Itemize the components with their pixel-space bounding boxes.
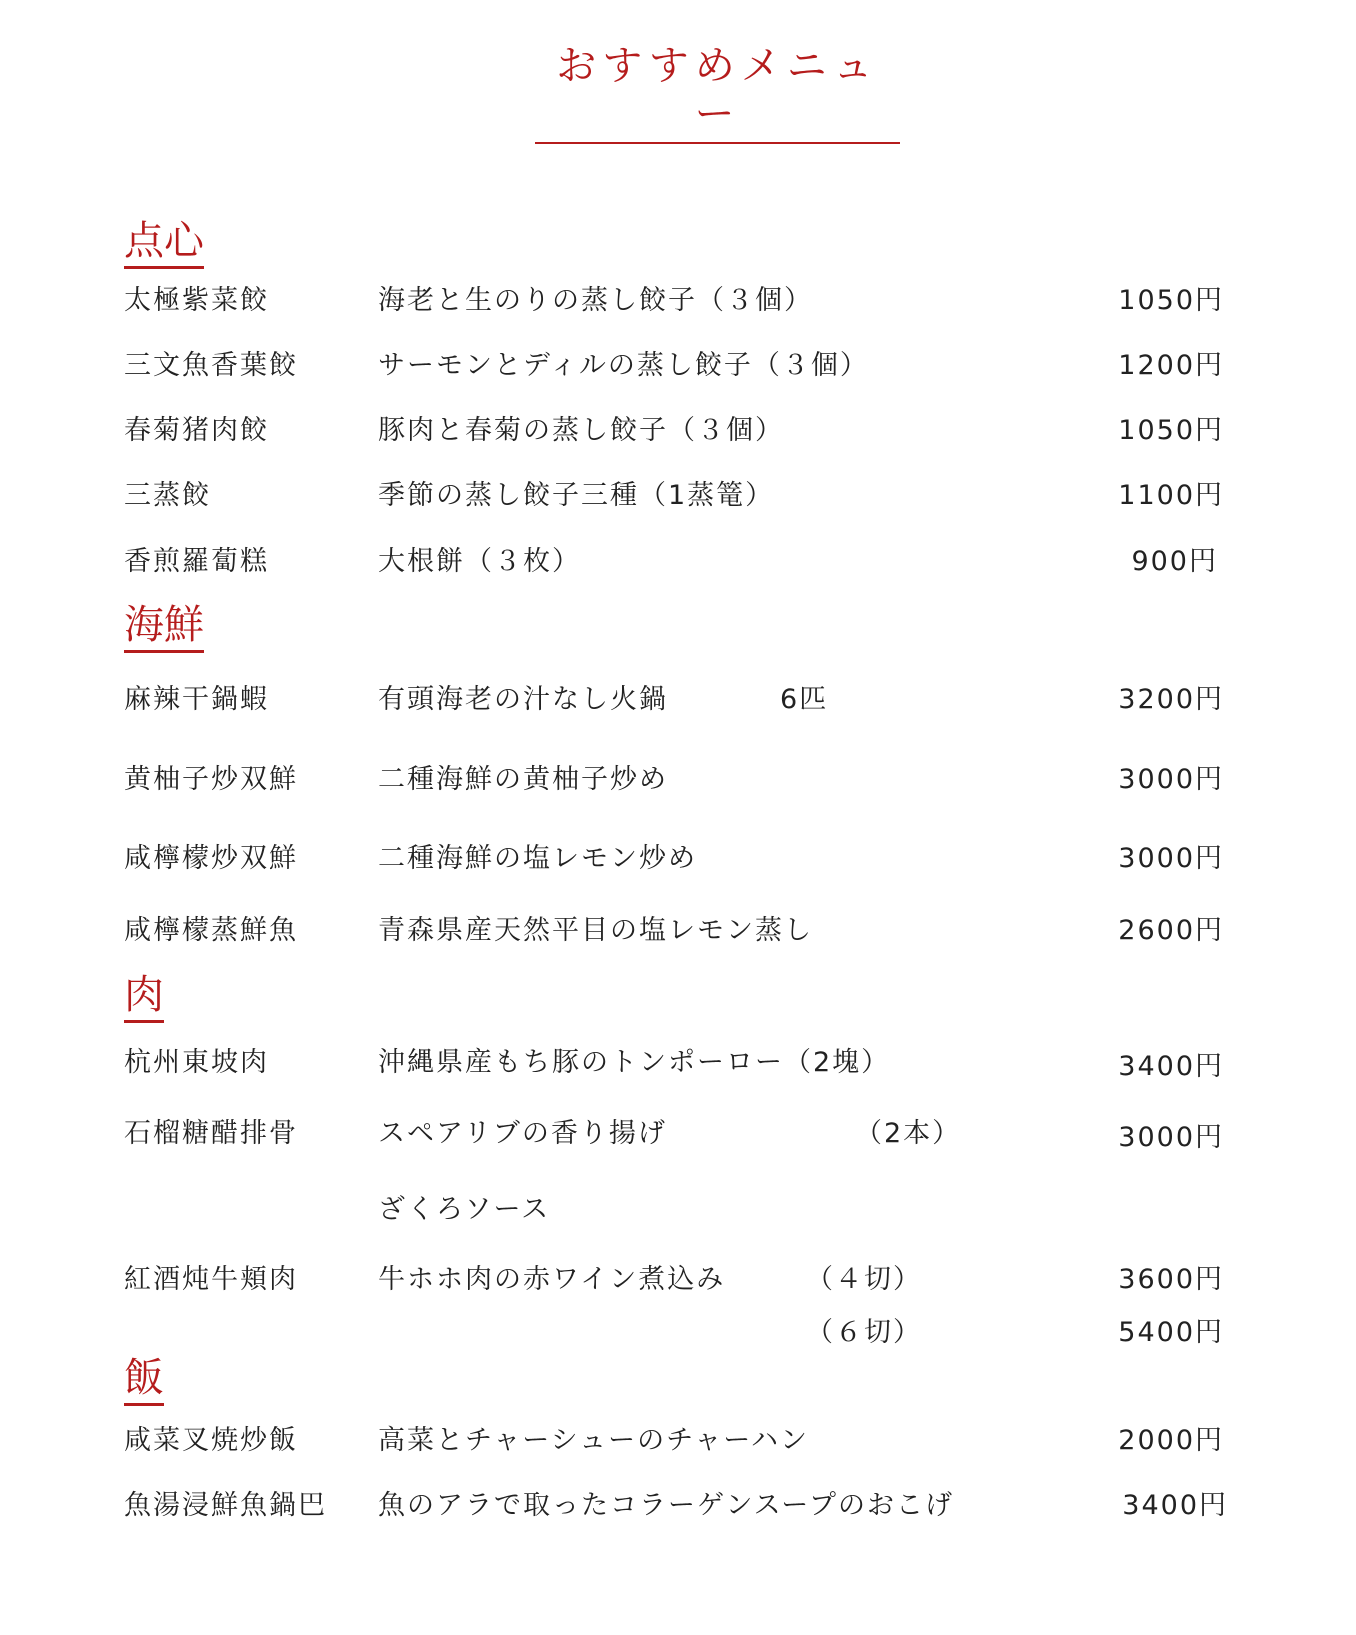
dish-chinese-name: 三蒸餃 <box>124 480 211 511</box>
dish-price: 5400円 <box>1118 1317 1224 1348</box>
dish-chinese-name: 咸菜叉焼炒飯 <box>124 1425 298 1456</box>
dish-chinese-name: 太極紫菜餃 <box>124 285 269 316</box>
dish-price: 1050円 <box>1118 285 1224 316</box>
dish-description: 青森県産天然平目の塩レモン蒸し <box>378 915 813 946</box>
menu-item <box>0 346 1356 386</box>
dish-price: 3000円 <box>1118 1122 1224 1153</box>
section-heading-dimsum: 点心 <box>124 218 204 269</box>
dish-price: 2000円 <box>1118 1425 1224 1456</box>
dish-quantity: 6匹 <box>780 684 829 715</box>
menu-item <box>0 680 1356 720</box>
menu-title: おすすめメニュー <box>535 42 900 144</box>
dish-description: 有頭海老の汁なし火鍋 <box>378 684 668 715</box>
dish-chinese-name: 杭州東坡肉 <box>124 1047 269 1078</box>
dish-description: 魚のアラで取ったコラーゲンスープのおこげ <box>378 1490 954 1521</box>
dish-description: 季節の蒸し餃子三種（1蒸篭） <box>378 480 775 511</box>
dish-quantity: （６切） <box>806 1317 922 1348</box>
dish-description: 牛ホホ肉の赤ワイン煮込み <box>378 1264 726 1295</box>
dish-price: 900円 <box>1131 546 1218 577</box>
dish-price: 3000円 <box>1118 843 1224 874</box>
dish-chinese-name: 香煎羅蔔糕 <box>124 546 269 577</box>
dish-chinese-name: 三文魚香葉餃 <box>124 350 298 381</box>
dish-price: 2600円 <box>1118 915 1224 946</box>
menu-item <box>0 760 1356 800</box>
dish-price: 3000円 <box>1118 764 1224 795</box>
menu-item <box>0 1260 1356 1300</box>
dish-chinese-name: 咸檸檬炒双鮮 <box>124 843 298 874</box>
menu-item <box>0 839 1356 879</box>
menu-item <box>0 1043 1356 1083</box>
section-heading-rice: 飯 <box>124 1355 164 1406</box>
dish-description: 沖縄県産もち豚のトンポーロー（2塊） <box>378 1047 891 1078</box>
section-heading-seafood: 海鮮 <box>124 602 204 653</box>
dish-price: 3600円 <box>1118 1264 1224 1295</box>
dish-description: 高菜とチャーシューのチャーハン <box>378 1425 809 1456</box>
dish-chinese-name: 黄柚子炒双鮮 <box>124 764 298 795</box>
dish-chinese-name: 魚湯浸鮮魚鍋巴 <box>124 1490 327 1521</box>
dish-quantity: （４切） <box>806 1264 922 1295</box>
dish-price: 3400円 <box>1118 1051 1224 1082</box>
dish-description: 豚肉と春菊の蒸し餃子（３個） <box>378 415 784 446</box>
dish-chinese-name: 石榴糖醋排骨 <box>124 1118 298 1149</box>
dish-chinese-name: 紅酒炖牛頬肉 <box>124 1264 298 1295</box>
dish-description: 海老と生のりの蒸し餃子（３個） <box>378 285 813 316</box>
dish-description: スペアリブの香り揚げ <box>378 1118 667 1149</box>
section-heading-meat: 肉 <box>124 972 164 1023</box>
menu-item <box>0 1421 1356 1461</box>
dish-description: 二種海鮮の塩レモン炒め <box>378 843 697 874</box>
menu-item <box>0 1114 1356 1154</box>
dish-description: 二種海鮮の黄柚子炒め <box>378 764 668 795</box>
menu-item <box>0 411 1356 451</box>
menu-item-note <box>0 1190 1356 1230</box>
dish-description: ざくろソース <box>378 1194 551 1225</box>
dish-description: サーモンとディルの蒸し餃子（３個） <box>378 350 869 381</box>
menu-item <box>0 1486 1356 1526</box>
menu-item <box>0 476 1356 516</box>
dish-price: 3200円 <box>1118 684 1224 715</box>
dish-chinese-name: 春菊猪肉餃 <box>124 415 269 446</box>
menu-item <box>0 1313 1356 1353</box>
dish-chinese-name: 咸檸檬蒸鮮魚 <box>124 915 298 946</box>
menu-item <box>0 911 1356 951</box>
dish-description: 大根餅（３枚） <box>378 546 581 577</box>
menu-item <box>0 542 1356 582</box>
dish-price: 1100円 <box>1118 480 1224 511</box>
dish-quantity: （2本） <box>855 1118 962 1149</box>
dish-price: 3400円 <box>1122 1490 1228 1521</box>
dish-price: 1200円 <box>1118 350 1224 381</box>
dish-chinese-name: 麻辣干鍋蝦 <box>124 684 269 715</box>
dish-price: 1050円 <box>1118 415 1224 446</box>
menu-item <box>0 281 1356 321</box>
